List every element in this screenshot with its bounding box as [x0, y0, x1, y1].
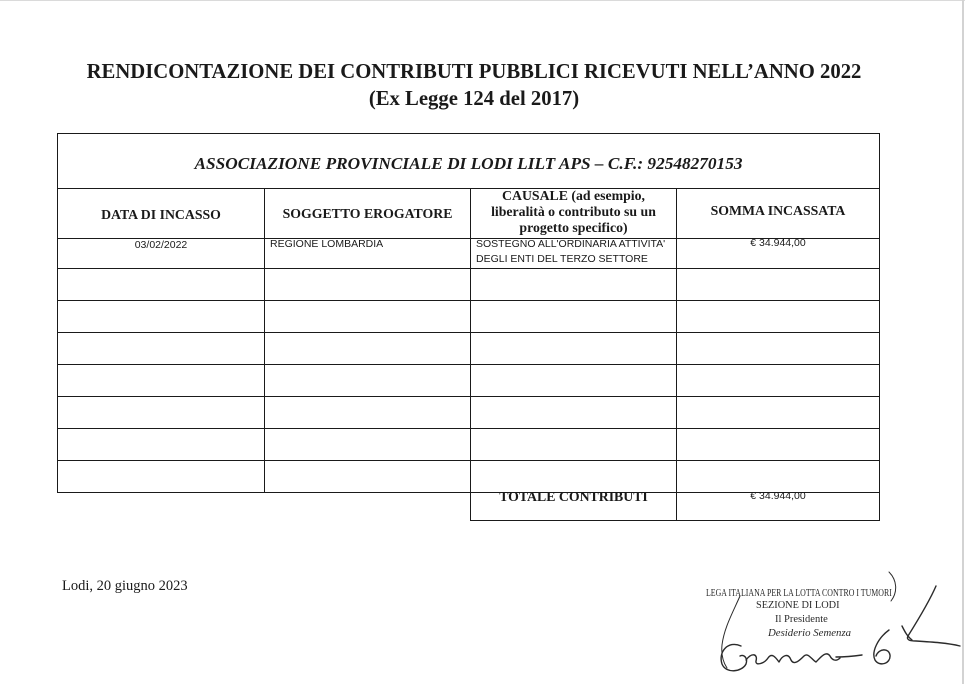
table-cell — [264, 365, 470, 396]
cell-date — [58, 239, 264, 268]
table-cell — [58, 301, 264, 332]
total-label-cell — [471, 489, 676, 520]
signature-stroke — [902, 626, 912, 640]
header-amount — [676, 189, 879, 238]
table-row-empty — [57, 364, 880, 397]
cell-amount — [676, 239, 879, 268]
association-row — [57, 133, 880, 189]
table-cell — [470, 333, 676, 364]
table-cell — [470, 429, 676, 460]
table-cell — [58, 429, 264, 460]
place-and-date: Lodi, 20 giugno 2023 — [62, 578, 188, 594]
table-cell — [264, 333, 470, 364]
total-amount: € 34.944,00 — [750, 490, 806, 502]
signature-stroke — [746, 654, 840, 664]
table-cell — [264, 429, 470, 460]
table-cell — [676, 269, 879, 300]
table-cell — [58, 461, 264, 492]
header-amount-label: SOMMA INCASSATA — [710, 202, 846, 218]
contributions-table — [57, 133, 880, 493]
total-amount-cell — [676, 490, 879, 520]
header-date — [58, 189, 264, 238]
document-subtitle: (Ex Legge 124 del 2017) — [368, 88, 580, 110]
cell-date-value: 03/02/2022 — [134, 239, 188, 251]
stamp-border-arc — [722, 596, 740, 668]
table-row-empty — [57, 460, 880, 493]
stamp-section: SEZIONE DI LODI — [756, 600, 840, 611]
stamp-organization: LEGA ITALIANA PER LA LOTTA CONTRO I TUMORI — [706, 587, 892, 599]
header-reason-line: progetto specifico) — [519, 220, 628, 235]
table-cell — [676, 333, 879, 364]
header-reason-line: liberalità o contributo su un — [491, 204, 656, 219]
table-cell — [470, 301, 676, 332]
total-row — [470, 489, 880, 521]
table-header-row — [57, 188, 880, 239]
table-cell — [264, 301, 470, 332]
header-reason — [470, 189, 676, 238]
table-cell — [58, 333, 264, 364]
table-row-empty — [57, 332, 880, 365]
table-cell — [470, 269, 676, 300]
table-cell — [676, 397, 879, 428]
table-cell — [58, 397, 264, 428]
signature-stroke — [836, 655, 862, 657]
cell-reason-line: DEGLI ENTI DEL TERZO SETTORE — [476, 253, 648, 265]
cell-source-value: REGIONE LOMBARDIA — [270, 238, 384, 250]
cell-reason — [470, 239, 676, 268]
table-row-empty — [57, 396, 880, 429]
table-row-empty — [57, 428, 880, 461]
stamp-role: Il Presidente — [775, 614, 828, 625]
table-cell — [470, 365, 676, 396]
table-cell — [264, 269, 470, 300]
signature-stroke — [907, 586, 960, 646]
stamp-name: Desiderio Semenza — [768, 627, 852, 639]
table-cell — [264, 461, 470, 492]
table-cell — [58, 365, 264, 396]
association-name: ASSOCIAZIONE PROVINCIALE DI LODI LILT APS – C.F.: 92548270153 — [194, 153, 743, 173]
cell-reason-line: SOSTEGNO ALL'ORDINARIA ATTIVITA' — [476, 238, 666, 250]
header-source — [264, 189, 470, 238]
signature-stroke — [874, 630, 890, 664]
table-row — [57, 238, 880, 269]
table-row-empty — [57, 268, 880, 301]
page-edge-right — [962, 0, 964, 684]
cell-source — [264, 239, 470, 268]
table-cell — [470, 461, 676, 492]
table-cell — [676, 301, 879, 332]
cell-amount-value: € 34.944,00 — [750, 237, 806, 249]
table-cell — [264, 397, 470, 428]
header-reason-line: CAUSALE (ad esempio, — [502, 188, 645, 203]
total-label: TOTALE CONTRIBUTI — [499, 489, 648, 504]
table-row-empty — [57, 300, 880, 333]
table-cell — [676, 429, 879, 460]
table-cell — [676, 365, 879, 396]
table-cell — [470, 397, 676, 428]
table-cell — [676, 461, 879, 492]
header-source-label: SOGGETTO EROGATORE — [282, 205, 453, 221]
header-date-label: DATA DI INCASSO — [101, 206, 221, 222]
signature-stroke — [721, 644, 746, 670]
table-cell — [58, 269, 264, 300]
page-edge-top — [0, 0, 965, 1]
document-title: RENDICONTAZIONE DEI CONTRIBUTI PUBBLICI RICEVUTI NELL’ANNO 2022 — [86, 61, 862, 83]
